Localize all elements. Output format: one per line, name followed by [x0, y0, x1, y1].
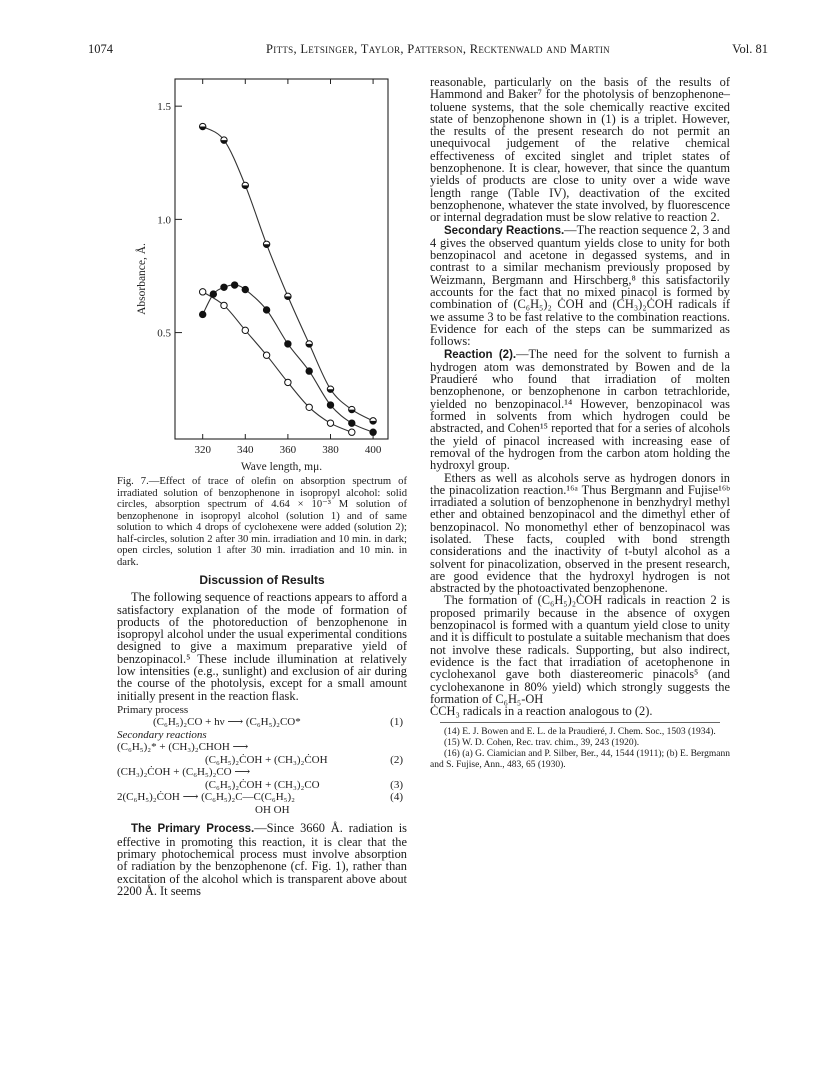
footnote-rule: [440, 722, 720, 723]
data-point-half: [263, 241, 269, 247]
y-tick-label: 1.0: [157, 214, 171, 227]
data-point-open: [242, 327, 248, 333]
paragraph: reasonable, particularly on the basis of the results of Hammond and Baker⁷ for the photolysis of benzophenone–toluene systems, that the sole chemically reactive excited state of benzophenone shown in (1) is a triplet. However, the results of the present research do not permit an unequivocal judgement of the relative chemical effectiveness of excited singlet and triplet states of benzophenone. It is clear, however, that since the quantum yields of products are close to unity over a wide wave length range (Table IV), deactivation of the excited benzophenone, whatever the state involved, by fluorescence or internal degradation must be slow relative to reaction 2.: [430, 75, 730, 225]
data-point-half: [242, 182, 248, 188]
data-point-half: [221, 137, 227, 143]
data-point-open: [199, 289, 205, 295]
figure-caption: Fig. 7.—Effect of trace of olefin on absorption spectrum of irradiated solution of benzophenone in isopropyl alcohol: solid circles, absorption spectrum of 4.64 × 10⁻³ M solution of benzophenone in isopropyl alcohol (solution 1) and of same solution to which 4 drops of cyclohexene were added (solution 2); half-circles, solution 2 after 30 min. irradiation and 10 min. in dark; open circles, solution 1 after 30 min. irradiation and 10 min. in dark.: [117, 476, 407, 568]
data-point-solid: [199, 311, 205, 317]
reaction-3b: (C₆H₅)₂ĊOH + (CH₃)₂CO (3): [205, 778, 403, 791]
paragraph: Secondary Reactions.—The reaction sequence 2, 3 and 4 gives the observed quantum yields close to unity for both benzopinacol and acetone in degassed systems, and in contrast to a similar mechanism previously proposed by Weizmann, Bergmann and Hirschberg,⁸ this satisfactorily accounts for the fact that no mixed pinacol is formed by combination of (C₆H₅)₂ ĊOH and (CH₃)₂ĊOH radicals if we assume 3 to be fast relative to the combination reactions. Evidence for each of the steps can be summarized as follows:: [430, 222, 731, 349]
data-point-solid: [327, 402, 333, 408]
running-header: [88, 42, 768, 62]
footnote: (15) W. D. Cohen, Rec. trav. chim., 39, 243 (1920).: [444, 738, 640, 749]
x-tick-label: 400: [364, 444, 382, 456]
reaction-1: [117, 716, 407, 729]
header-volume: Vol. 81: [732, 42, 768, 56]
reaction-1-text: (C₆H₅)₂CO + hν ⟶ (C₆H₅)₂CO*: [153, 716, 301, 729]
x-tick-label: 320: [194, 444, 211, 456]
reaction-2-number: (2): [390, 753, 403, 766]
reaction-4: 2(C₆H₅)₂ĊOH ⟶ (C₆H₅)₂C—C(C₆H₅)₂ (4): [117, 791, 403, 804]
data-point-half: [306, 341, 312, 347]
reaction-4-number: (4): [390, 791, 403, 804]
reaction-3-number: (3): [390, 778, 403, 791]
paragraph: ĊCH₃ radicals in a reaction analogous to (2).: [430, 704, 653, 719]
paragraph: The following sequence of reactions appears to afford a satisfactory explanation of the mode of formation of products of the photoreduction of benzophenone in isopropyl alcohol under the usual experimental conditions designed to give a maximum preparative yield of benzopinacol.⁵ These include illumination at relatively low intensities (e.g., sunlight) and exclusion of air during the course of the photolysis, except for a small amount initially present in the reaction flask.: [117, 590, 407, 703]
reaction-2b: (C₆H₅)₂ĊOH + (CH₃)₂ĊOH (2): [205, 753, 403, 766]
data-point-half: [199, 123, 205, 129]
data-point-solid: [370, 429, 376, 435]
data-point-open: [285, 379, 291, 385]
section-heading: Discussion of Results: [199, 573, 325, 587]
y-tick-label: 1.5: [157, 101, 171, 114]
plot-frame: [175, 79, 388, 439]
figure: [117, 75, 417, 475]
y-axis-label: Absorbance, Å.: [136, 243, 148, 315]
reaction-label: Primary process: [117, 703, 189, 716]
data-point-half: [349, 406, 355, 412]
data-point-solid: [263, 307, 269, 313]
page-number: 1074: [88, 42, 113, 56]
series-curve: [203, 285, 373, 432]
reaction-2a: (C₆H₅)₂* + (CH₃)₂CHOH ⟶: [117, 741, 249, 754]
absorbance-chart: [117, 75, 417, 475]
data-point-solid: [285, 341, 291, 347]
x-tick-label: 340: [237, 444, 254, 456]
right-column: [430, 76, 730, 771]
data-point-solid: [242, 286, 248, 292]
data-point-solid: [221, 284, 227, 290]
data-point-half: [370, 418, 376, 424]
data-point-open: [221, 302, 227, 308]
y-tick-label: 0.5: [157, 327, 171, 340]
data-point-solid: [349, 420, 355, 426]
paragraph: Reaction (2).—The need for the solvent to furnish a hydrogen atom was demonstrated by Bowen and de la Praudieré who found that irradiation of molten benzophenone, or benzophenone in carbon tetrachloride, yielded no benzopinacol.¹⁴ However, benzopinacol was formed in solvents from which hydrogen could be abstracted, and Cohen¹⁵ reported that for a series of alcohols the yield of pinacol increased with increasing ease of removal of the hydrogen from the carbon atom holding the hydroxyl group.: [430, 346, 730, 473]
series-curve: [203, 127, 373, 421]
data-point-solid: [231, 282, 237, 288]
x-tick-label: 360: [279, 444, 297, 456]
reaction-4-hydroxyls: OH OH: [255, 803, 290, 816]
data-point-half: [285, 293, 291, 299]
data-point-open: [349, 429, 355, 435]
reaction-3a: (CH₃)₂ĊOH + (C₆H₅)₂CO ⟶: [117, 766, 251, 779]
paragraph: The formation of (C₆H₅)₂ĊOH radicals in reaction 2 is proposed primarily because in the absence of oxygen benzopinacol is formed with a quantum yield close to unity and it is difficult to postulate a suitable mechanism that does not involve these radicals. Supporting, but also indirect, evidence is the fact that irradiation of acetophenone in cyclohexanol gave both diastereomeric pinacols⁵ (and cyclohexanone in 80% yield) which strongly suggests the formation of C₆H₅-OH: [430, 593, 730, 706]
data-point-open: [263, 352, 269, 358]
data-point-open: [327, 420, 333, 426]
data-point-solid: [210, 291, 216, 297]
left-column: [117, 476, 407, 897]
data-point-solid: [306, 368, 312, 374]
data-point-half: [327, 386, 333, 392]
data-point-open: [306, 404, 312, 410]
x-tick-label: 380: [322, 444, 339, 456]
paragraph: Ethers as well as alcohols serve as hydrogen donors in the pinacolization reaction.¹⁶ᵃ Thus Bergmann and Fujise¹⁶ᵇ irradiated a solution of benzophenone in benzhydryl methyl ether and obtained benzopinacol and the dimethyl ether of benzopinacol. No monomethyl ether of benzopinacol was isolated. These facts, coupled with bond strength considerations and the inactivity of t-butyl alcohol as a solvent for pinacolization, observed in the present research, are good evidence that the hydroxyl hydrogen is not abstracted by the photoactivated benzophenone.: [430, 470, 730, 596]
x-axis-label: Wave length, mμ.: [240, 461, 323, 473]
paragraph: The Primary Process.—Since 3660 Å. radiation is effective in promoting this reaction, it is clear that the primary photochemical process must involve absorption of radiation by the benzophenone (cf. Fig. 1), rather than excitation of the alcohol which is transparent above about 2200 Å. It seems: [117, 821, 407, 898]
reaction-label: Secondary reactions: [117, 728, 207, 741]
header-authors: Pitts, Letsinger, Taylor, Patterson, Recktenwald and Martin: [266, 42, 610, 56]
footnote: (16) (a) G. Ciamician and P. Silber, Ber., 44, 1544 (1911); (b) E. Bergmann and S. Fujise, Ann., 483, 65 (1930).: [430, 749, 730, 771]
reaction-1-number: (1): [390, 716, 403, 729]
series-curve: [203, 292, 352, 432]
footnote: (14) E. J. Bowen and E. L. de la Praudieré, J. Chem. Soc., 1503 (1934).: [444, 727, 716, 738]
